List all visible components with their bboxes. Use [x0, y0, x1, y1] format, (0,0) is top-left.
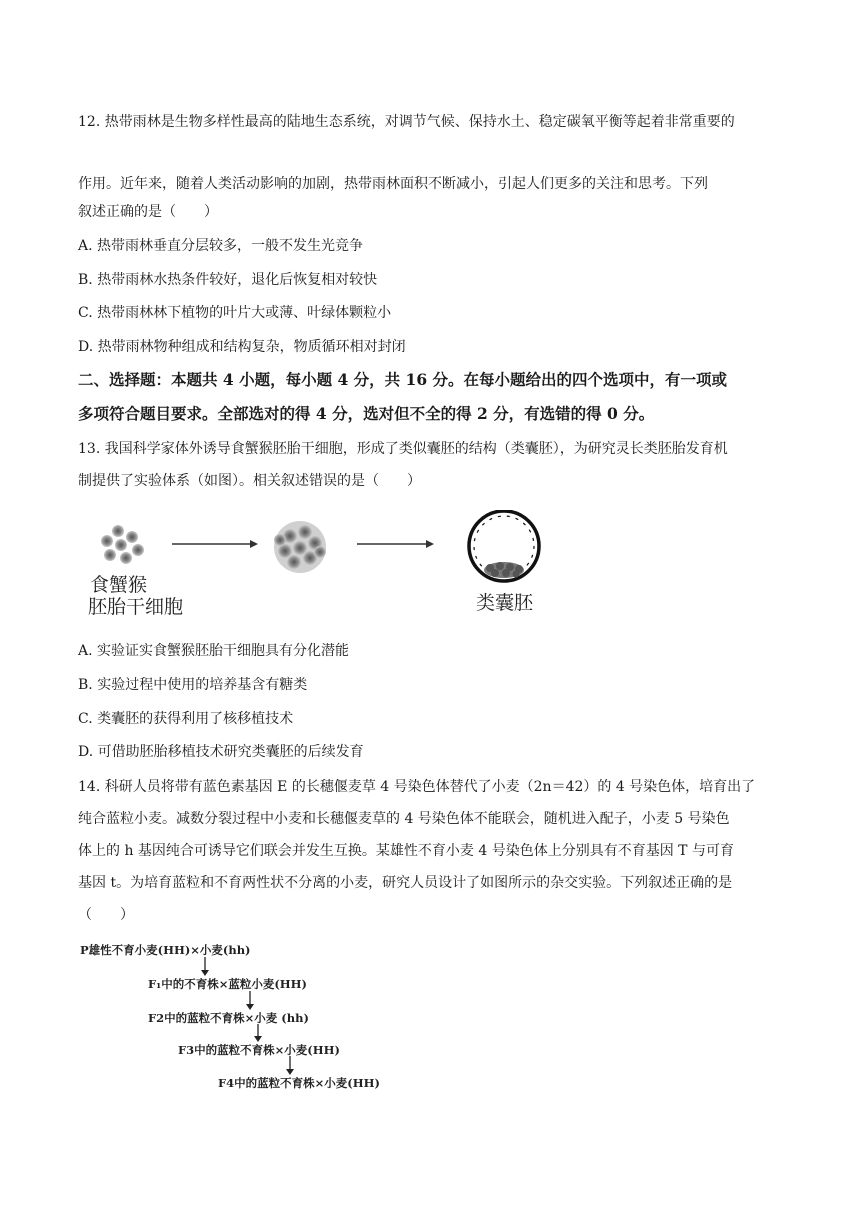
q12-option-b: B. 热带雨林水热条件较好，退化后恢复相对较快: [78, 272, 378, 288]
q13-stem-line-1: 13. 我国科学家体外诱导食蟹猴胚胎干细胞，形成了类似囊胚的结构（类囊胚），为研究灵长类胚胎发育机: [78, 441, 728, 457]
cross-step-f3: F3中的蓝粒不育株×小麦(HH): [178, 1043, 340, 1057]
q13-option-a: A. 实验证实食蟹猴胚胎干细胞具有分化潜能: [78, 643, 350, 659]
q14-stem-line-3: 体上的 h 基因纯合可诱导它们联会并发生互换。某雄性不育小麦 4 号染色体上分别具有不育基因 T 与可育: [78, 843, 734, 859]
q14-stem-line-5: （ ）: [78, 907, 134, 923]
q12-stem-line-1: 12. 热带雨林是生物多样性最高的陆地生态系统，对调节气候、保持水土、稳定碳氧平衡等起着非常重要的: [78, 114, 735, 130]
q13-option-b: B. 实验过程中使用的培养基含有糖类: [78, 677, 308, 693]
q14-stem-line-4: 基因 t。为培育蓝粒和不育两性状不分离的小麦，研究人员设计了如图所示的杂交实验。下列叙述正确的是: [78, 875, 733, 891]
q13-stem-line-2: 制提供了实验体系（如图）。相关叙述错误的是（ ）: [78, 473, 421, 489]
section-heading-line-2: 多项符合题目要求。全部选对的得 4 分，选对但不全的得 2 分，有选错的得 0 分。: [78, 404, 655, 423]
blastoid-icon: [469, 511, 539, 581]
q13-option-d: D. 可借助胚胎移植技术研究类囊胚的后续发育: [78, 744, 364, 760]
q13-option-c: C. 类囊胚的获得利用了核移植技术: [78, 711, 294, 727]
label-stem-cells-2: 胚胎干细胞: [88, 596, 184, 618]
cross-step-f2: F2中的蓝粒不育株×小麦 (hh): [148, 1011, 309, 1025]
stem-cells-icon: [101, 525, 144, 564]
cross-step-f1: F₁中的不育株×蓝粒小麦(HH): [148, 977, 307, 991]
q12-option-d: D. 热带雨林物种组成和结构复杂，物质循环相对封闭: [78, 339, 406, 355]
q14-stem-line-2: 纯合蓝粒小麦。减数分裂过程中小麦和长穗偃麦草的 4 号染色体不能联会，随机进入配子，小麦 5 号染色: [78, 811, 730, 827]
label-blastoid: 类囊胚: [476, 592, 534, 614]
cross-step-p: P雄性不育小麦(HH)×小麦(hh): [80, 943, 251, 957]
q12-option-a: A. 热带雨林垂直分层较多，一般不发生光竞争: [78, 238, 364, 254]
q14-stem-line-1: 14. 科研人员将带有蓝色素基因 E 的长穗偃麦草 4 号染色体替代了小麦（2n＝42）的 4 号染色体，培育出了: [78, 779, 756, 795]
cell-cluster-icon: [274, 521, 326, 573]
section-heading-line-1: 二、选择题：本题共 4 小题，每小题 4 分，共 16 分。在每小题给出的四个选项中，有一项或: [78, 370, 728, 389]
q12-option-c: C. 热带雨林林下植物的叶片大或薄、叶绿体颗粒小: [78, 305, 392, 321]
label-stem-cells-1: 食蟹猴: [90, 574, 148, 596]
q12-stem-line-2: 作用。近年来，随着人类活动影响的加剧，热带雨林面积不断减小，引起人们更多的关注和思考。下列: [78, 176, 708, 192]
cross-step-f4: F4中的蓝粒不育株×小麦(HH): [218, 1076, 380, 1090]
q12-stem-line-3: 叙述正确的是（ ）: [78, 204, 218, 220]
